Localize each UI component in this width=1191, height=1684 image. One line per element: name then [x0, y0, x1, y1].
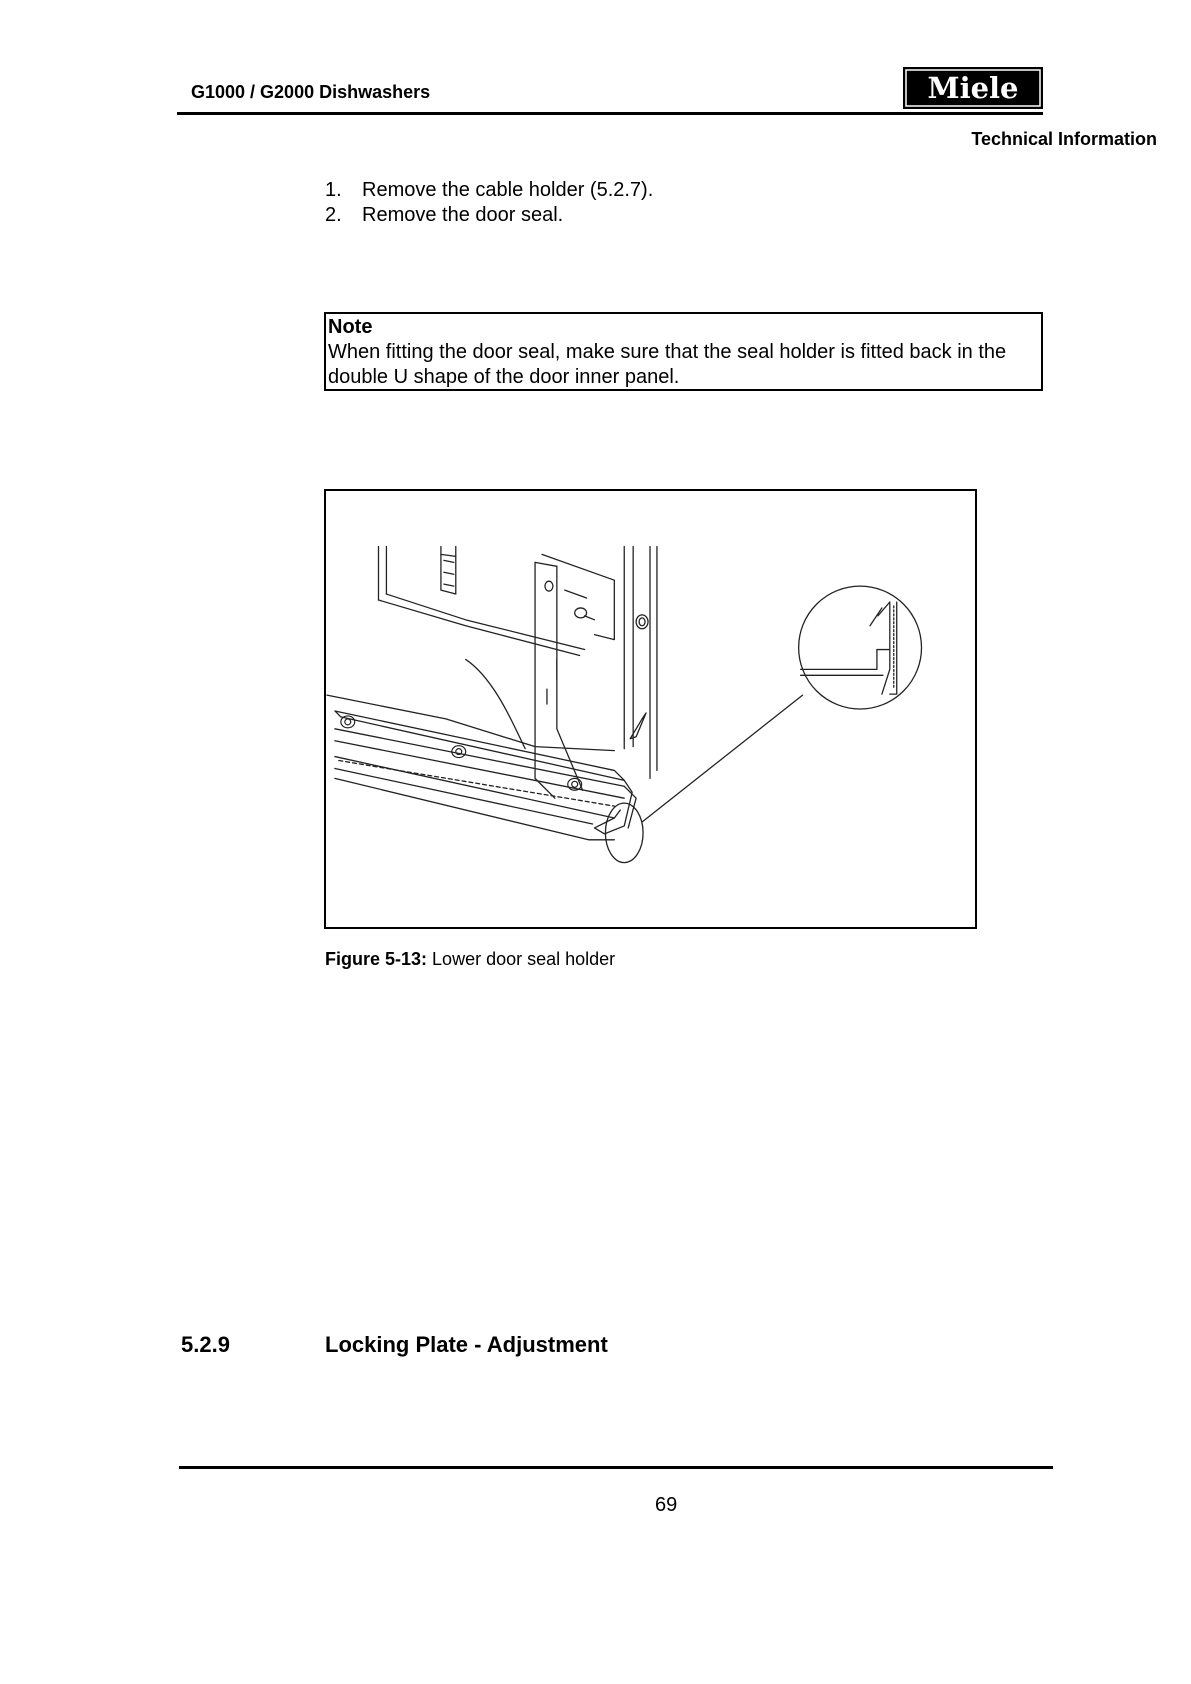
section-number: 5.2.9 [181, 1332, 230, 1357]
page-number: 69 [655, 1494, 678, 1516]
list-item [325, 178, 653, 203]
document-title: G1000 / G2000 Dishwashers [191, 82, 431, 102]
door-seal-holder-drawing [326, 491, 975, 927]
step-list [325, 178, 653, 228]
header-rule [177, 112, 1043, 115]
section-title: Locking Plate - Adjustment [325, 1332, 608, 1357]
step-number: 2. [325, 204, 342, 226]
miele-logo [903, 67, 1043, 109]
caption-label: Figure 5-13: [325, 949, 428, 969]
step-text: Remove the cable holder (5.2.7). [362, 179, 654, 201]
caption-text: Lower door seal holder [432, 949, 616, 969]
note-text: When fitting the door seal, make sure that the seal holder is fitted back in the double U shape of the door inner panel. [328, 341, 1007, 388]
note-title: Note [328, 316, 373, 338]
figure-caption [325, 949, 615, 970]
section-label: Technical Information [971, 129, 1157, 149]
note-box [324, 312, 1043, 391]
step-number: 1. [325, 179, 342, 201]
footer-rule [179, 1466, 1053, 1469]
list-item [325, 203, 653, 228]
figure-illustration [324, 489, 977, 929]
logo-text: Miele [927, 71, 1019, 105]
step-text: Remove the door seal. [362, 204, 564, 226]
